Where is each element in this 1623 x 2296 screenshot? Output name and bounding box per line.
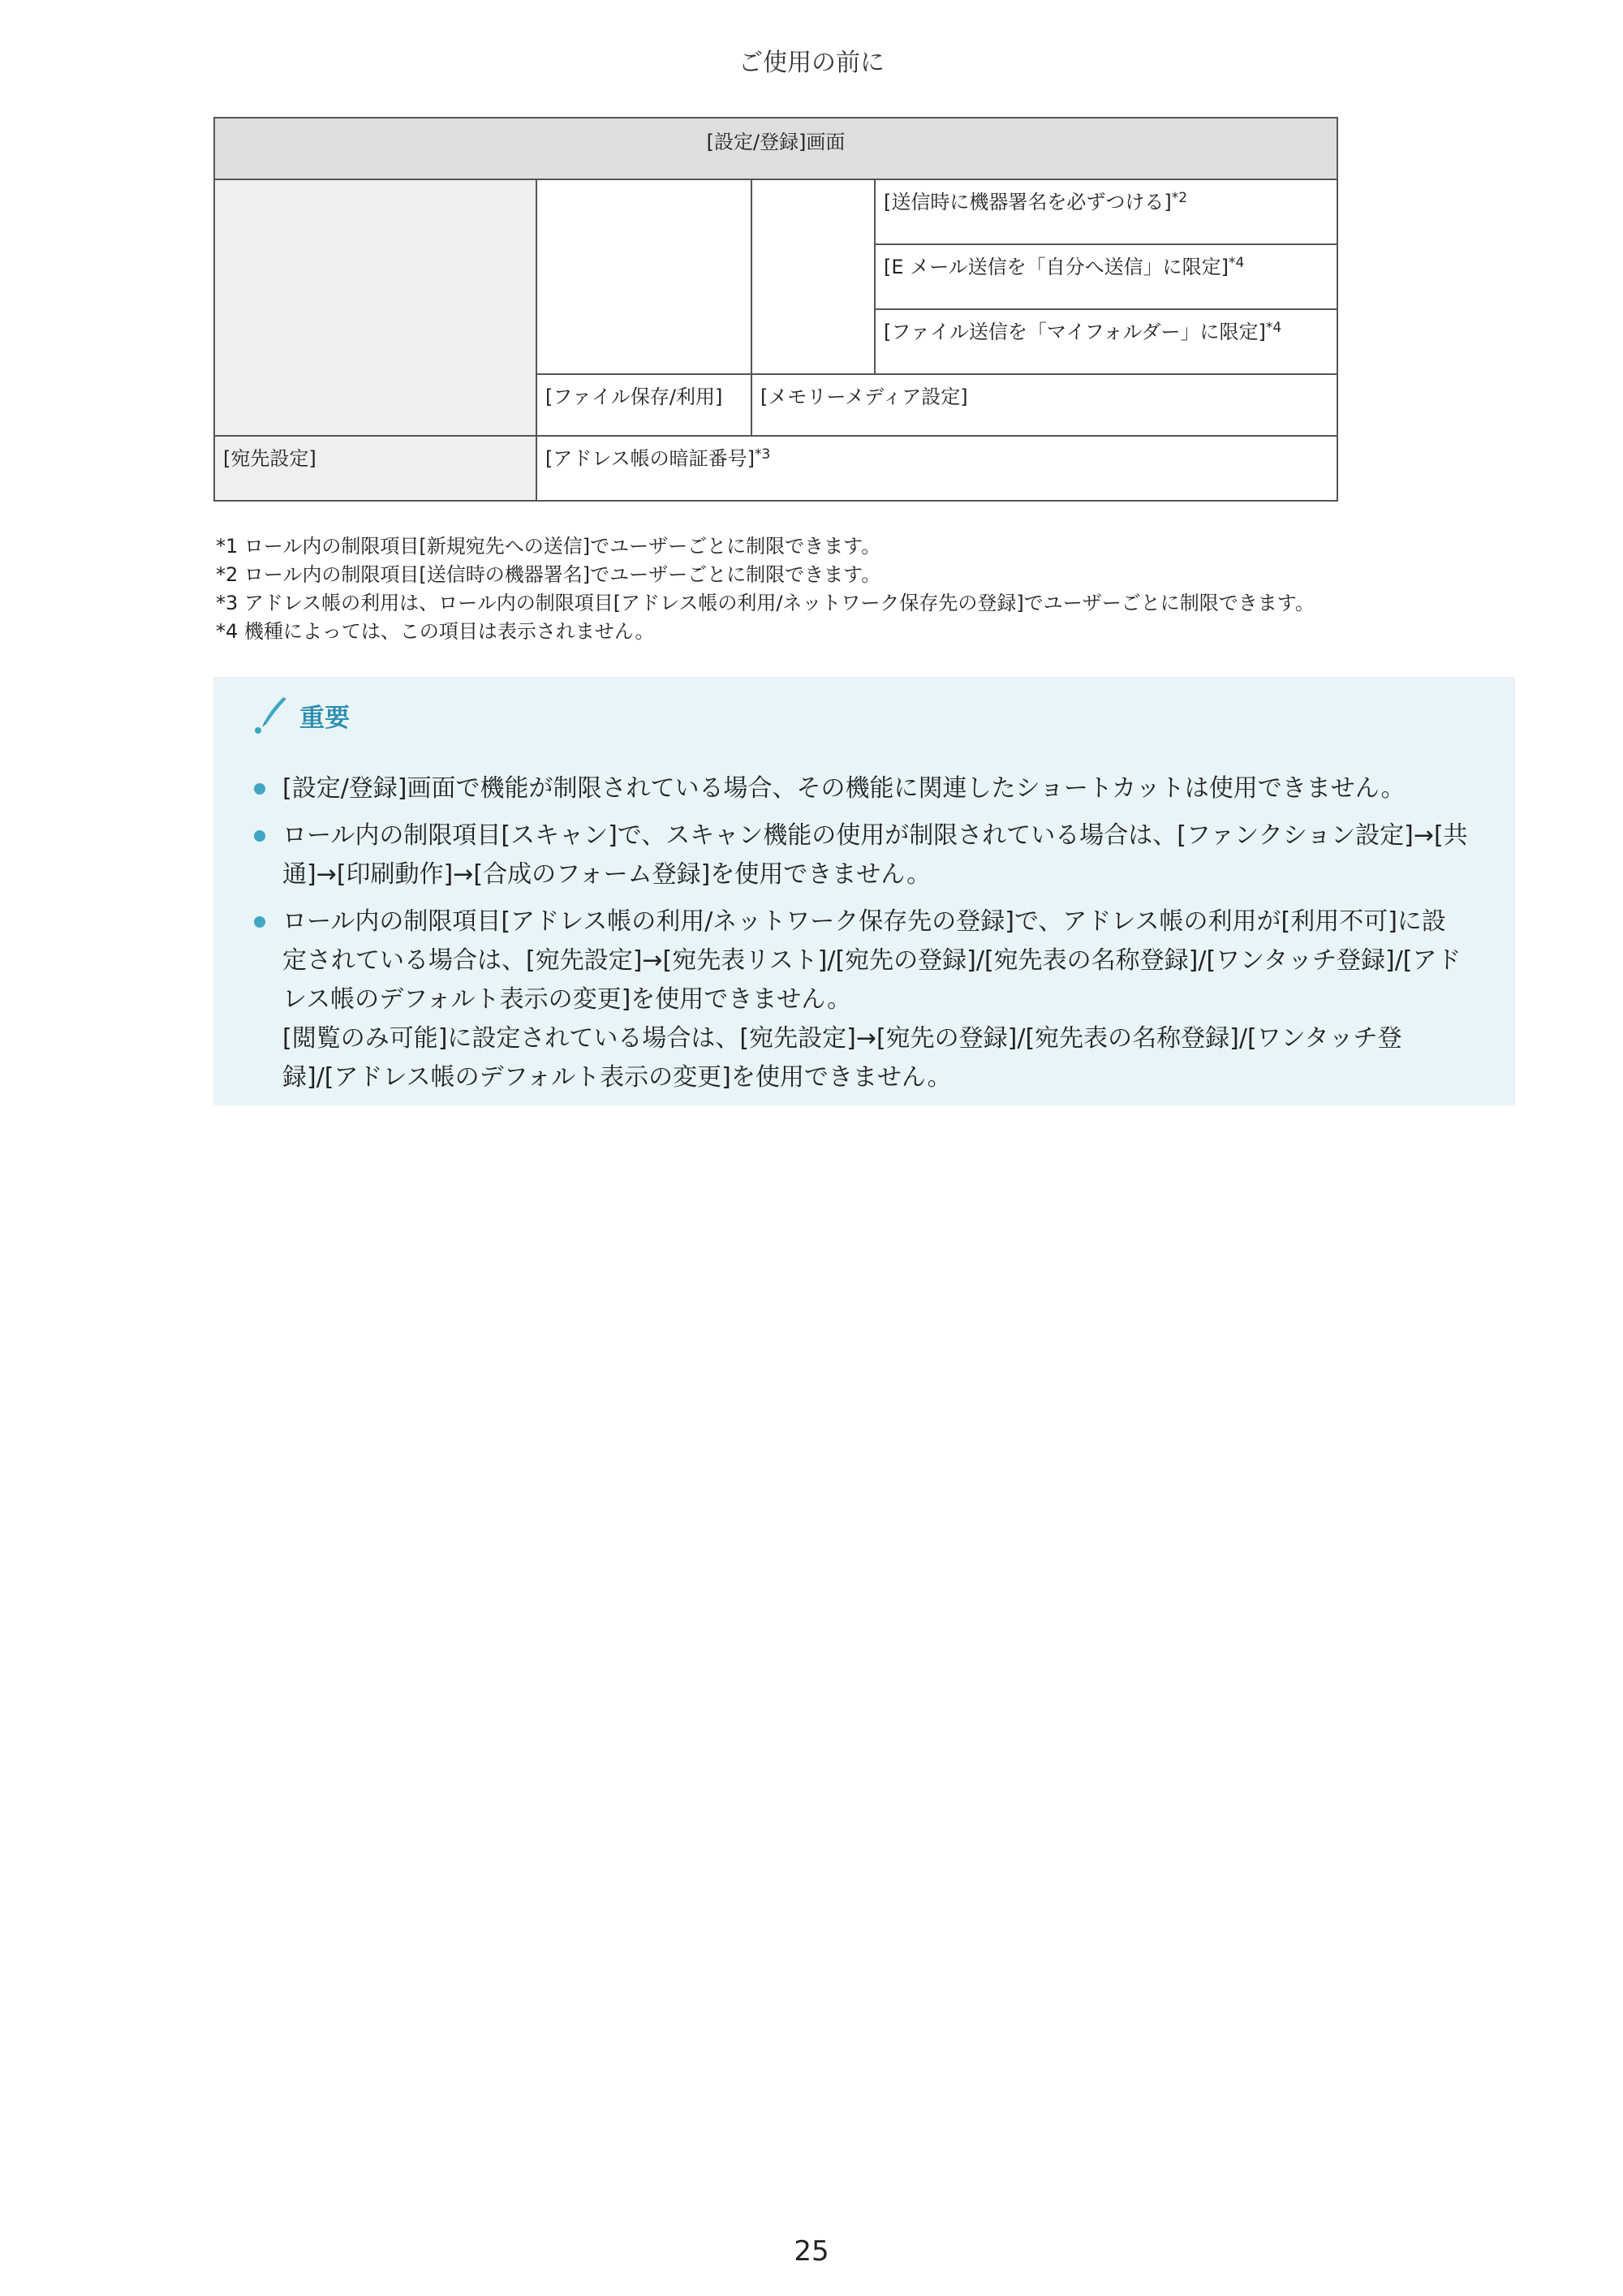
cell-text: [E メール送信を「自分へ送信」に限定]	[884, 256, 1229, 278]
settings-table	[213, 117, 1338, 502]
footnotes	[216, 532, 1514, 646]
table-cell: [メモリーメディア設定]	[751, 374, 1337, 436]
bullet-icon	[254, 830, 265, 842]
footnote: *4 機種によっては、この項目は表示されません。	[216, 620, 655, 643]
table-cell	[875, 309, 1337, 374]
list-item-line: ロール内の制限項目[スキャン]で、スキャン機能の使用が制限されている場合は、[ファンクション設定]→[共	[282, 821, 1468, 850]
table-cell	[875, 244, 1337, 309]
table-cell	[875, 179, 1337, 244]
footnote: *2 ロール内の制限項目[送信時の機器署名]でユーザーごとに制限できます。	[216, 563, 881, 586]
bullet-icon	[254, 916, 265, 928]
cell-text: [アドレス帳の暗証番号]	[545, 447, 756, 470]
cell-text: [送信時に機器署名を必ずつける]	[884, 191, 1172, 213]
table-cell-empty	[751, 179, 875, 374]
list-item-line: [設定/登録]画面で機能が制限されている場合、その機能に関連したショートカットは使用できません。	[282, 774, 1406, 803]
page-header: ご使用の前に	[738, 49, 885, 77]
table-cell-empty	[536, 179, 751, 374]
important-notice	[213, 677, 1515, 1105]
list-item-line: レス帳のデフォルト表示の変更]を使用できません。	[282, 985, 852, 1014]
important-list	[252, 769, 1486, 1105]
bullet-icon	[254, 783, 265, 795]
footnote-marker: *4	[1229, 255, 1245, 271]
important-title: 重要	[299, 703, 350, 733]
list-item	[252, 816, 1486, 894]
list-item-line: 定されている場合は、[宛先設定]→[宛先表リスト]/[宛先の登録]/[宛先表の名称登録]/[ワンタッチ登録]/[アド	[282, 946, 1462, 975]
table-cell-empty-label	[214, 179, 536, 436]
footnote-marker: *2	[1171, 190, 1188, 206]
list-item-line: 通]→[印刷動作]→[合成のフォーム登録]を使用できません。	[282, 860, 932, 889]
list-item-line: ロール内の制限項目[アドレス帳の利用/ネットワーク保存先の登録]で、アドレス帳の利用が[利用不可]に設	[282, 907, 1446, 936]
footnote: *3 アドレス帳の利用は、ロール内の制限項目[アドレス帳の利用/ネットワーク保存先の登録]でユーザーごとに制限できます。	[216, 592, 1315, 614]
footnote-marker: *3	[755, 446, 771, 463]
footnote: *1 ロール内の制限項目[新規宛先への送信]でユーザーごとに制限できます。	[216, 535, 881, 558]
list-item-line: 録]/[アドレス帳のデフォルト表示の変更]を使用できません。	[282, 1063, 952, 1092]
pen-icon	[251, 695, 288, 735]
cell-text: [ファイル送信を「マイフォルダー」に限定]	[884, 321, 1266, 343]
table-cell-label: [宛先設定]	[214, 436, 536, 501]
table-header: [設定/登録]画面	[214, 118, 1337, 179]
table-cell	[536, 436, 1337, 501]
list-item-line: [閲覧のみ可能]に設定されている場合は、[宛先設定]→[宛先の登録]/[宛先表の名称登録]/[ワンタッチ登	[282, 1024, 1402, 1053]
footnote-marker: *4	[1265, 320, 1282, 336]
important-heading	[251, 695, 350, 735]
table-cell: [ファイル保存/利用]	[536, 374, 751, 436]
list-item	[252, 769, 1486, 808]
list-item	[252, 902, 1486, 1097]
page-number: 25	[794, 2235, 829, 2268]
